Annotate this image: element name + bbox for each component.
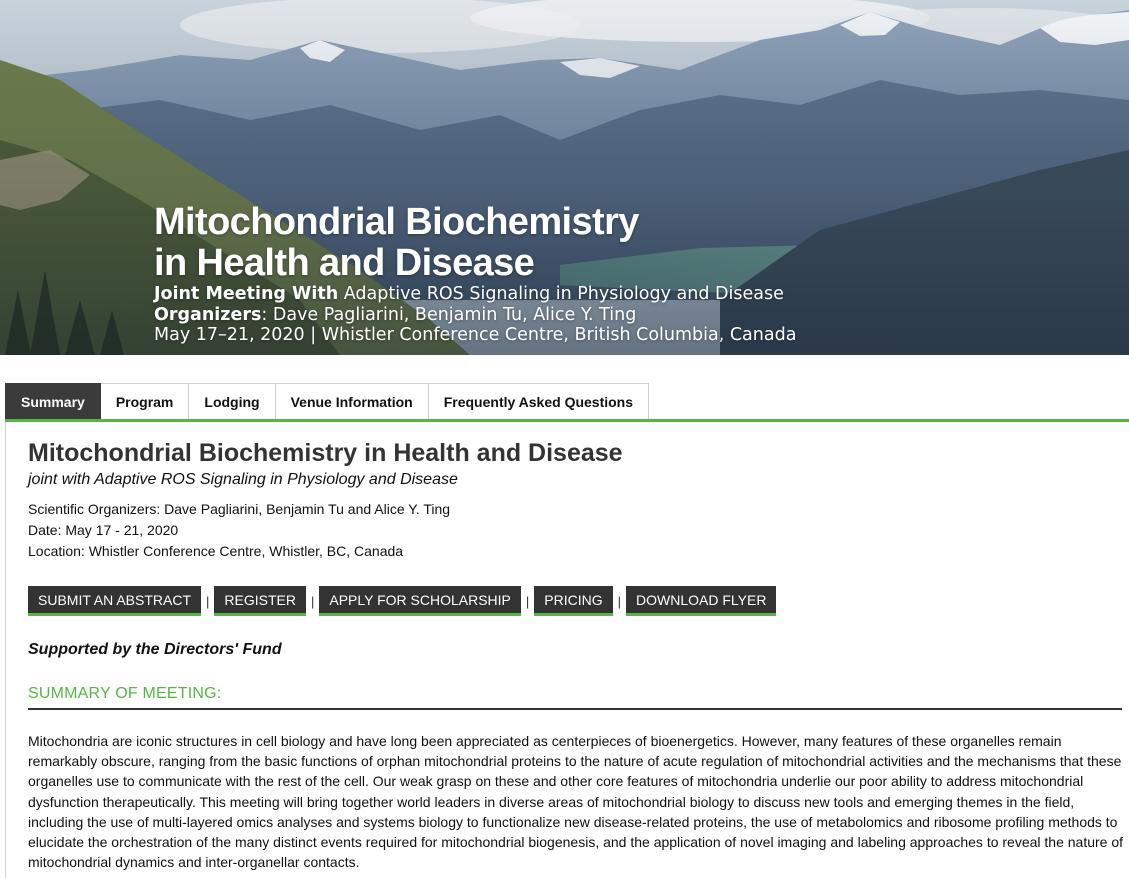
page-title: Mitochondrial Biochemistry in Health and Disease bbox=[28, 439, 623, 467]
action-buttons bbox=[28, 586, 776, 616]
tab-lodging[interactable]: Lodging bbox=[189, 383, 275, 420]
pricing-button[interactable]: PRICING bbox=[534, 586, 612, 616]
submit-abstract-button[interactable]: SUBMIT AN ABSTRACT bbox=[28, 586, 201, 616]
tab-underline bbox=[5, 419, 1129, 422]
banner-date-location: May 17–21, 2020 | Whistler Conference Centre, British Columbia, Canada bbox=[154, 325, 797, 345]
separator: | bbox=[310, 593, 315, 609]
banner-text-block bbox=[154, 202, 796, 346]
hero-banner bbox=[0, 0, 1129, 355]
tab-venue-information[interactable]: Venue Information bbox=[276, 383, 429, 420]
scientific-organizers: Scientific Organizers: Dave Pagliarini, Benjamin Tu and Alice Y. Ting bbox=[28, 501, 451, 517]
supported-by-note: Supported by the Directors' Fund bbox=[28, 641, 282, 658]
banner-title-line-1: Mitochondrial Biochemistry bbox=[154, 201, 639, 243]
banner-joint-text: Adaptive ROS Signaling in Physiology and Disease bbox=[338, 284, 784, 304]
summary-content bbox=[28, 436, 1123, 562]
content-left-border bbox=[5, 422, 6, 878]
summary-heading-rule bbox=[28, 708, 1122, 710]
tab-program[interactable]: Program bbox=[101, 383, 190, 420]
separator: | bbox=[525, 593, 530, 609]
separator: | bbox=[617, 593, 622, 609]
banner-organizers bbox=[154, 305, 796, 326]
summary-paragraph: Mitochondria are iconic structures in cell biology and have long been appreciated as centerpieces of bioenergetics. However, many features of these organelles remain remarkably obscure, ranging from the basic functions of orphan mitochondrial proteins to the nature of acute regulation of mitochondrial activities and the mechanisms that these organelles use to communicate with the rest of the cell. Our weak grasp on these and other core features of mitochondria underlie our poor ability to address mitochondrial dysfunction therapeutically. This meeting will bring together world leaders in diverse areas of mitochondrial biology to discuss new tools and emerging themes in the field, including the use of multi-layered omics analyses and systems biology to functionalize new disease-related proteins, the use of metabolomics and ribosome profiling methods to elucidate the orchestration of the many distinct events required for mitochondrial biogenesis, and the application of novel imaging and labeling approaches to reveal the nature of mitochondrial dynamics and inter-organellar contacts. bbox=[28, 733, 1124, 871]
banner-joint-label: Joint Meeting With bbox=[154, 284, 339, 304]
page-subtitle: joint with Adaptive ROS Signaling in Physiology and Disease bbox=[28, 471, 458, 488]
banner-organizers-label: Organizers bbox=[154, 304, 262, 325]
tab-summary[interactable]: Summary bbox=[5, 383, 101, 420]
separator: | bbox=[206, 593, 210, 609]
tab-faq[interactable]: Frequently Asked Questions bbox=[429, 383, 649, 420]
apply-for-scholarship-button[interactable]: APPLY FOR SCHOLARSHIP bbox=[319, 586, 521, 616]
download-flyer-button[interactable]: DOWNLOAD FLYER bbox=[626, 586, 776, 616]
banner-organizers-text: : Dave Pagliarini, Benjamin Tu, Alice Y. Ting bbox=[261, 304, 637, 325]
banner-title-line-2: in Health and Disease bbox=[154, 242, 535, 284]
tab-bar bbox=[5, 383, 649, 420]
summary-heading: SUMMARY OF MEETING: bbox=[28, 685, 222, 702]
meeting-date: Date: May 17 - 21, 2020 bbox=[28, 522, 179, 538]
banner-joint-meeting bbox=[154, 284, 796, 305]
meeting-location: Location: Whistler Conference Centre, Whistler, BC, Canada bbox=[28, 543, 404, 559]
register-button[interactable]: REGISTER bbox=[214, 586, 306, 616]
